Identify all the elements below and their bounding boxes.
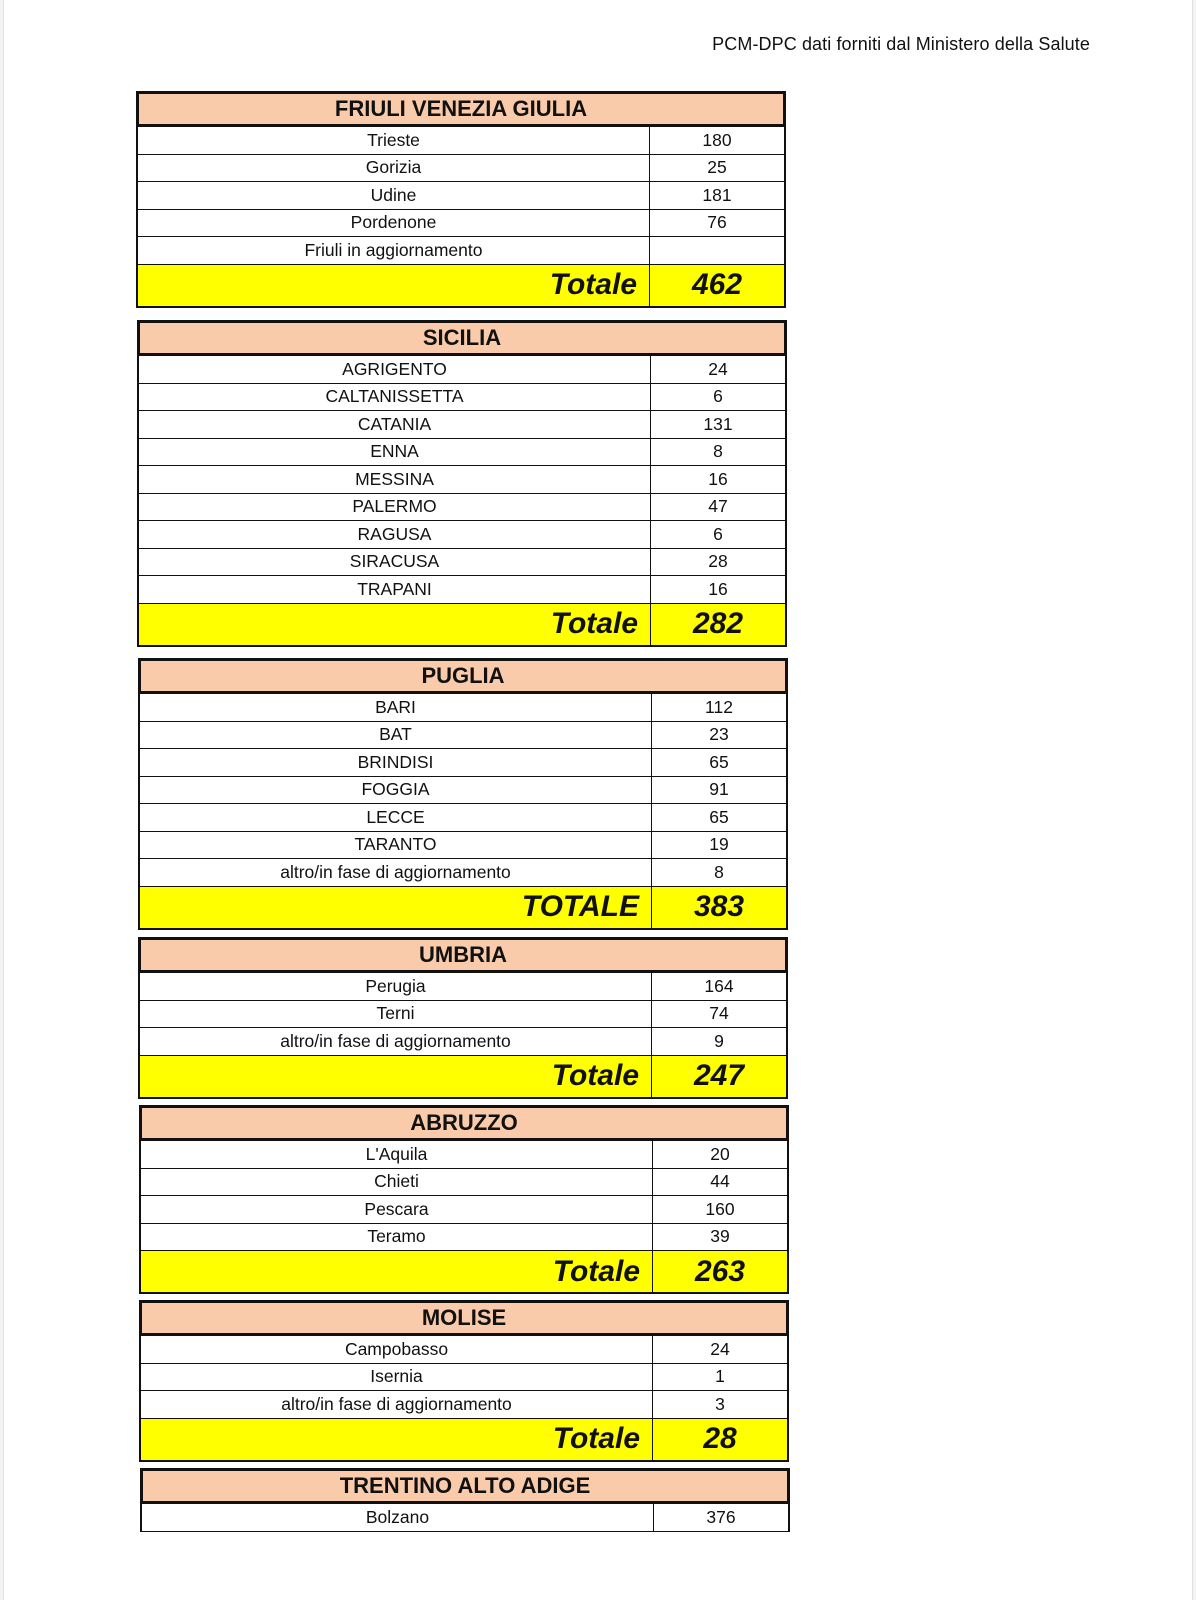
- province-count: 23: [709, 724, 729, 745]
- table-row: [138, 749, 788, 777]
- total-value: 28: [703, 1422, 737, 1455]
- province-name: PALERMO: [139, 494, 651, 521]
- province-name: BRINDISI: [140, 749, 652, 776]
- table-row: [136, 237, 786, 265]
- table-row: [136, 210, 786, 238]
- region-header: MOLISE: [139, 1300, 789, 1336]
- province-name: Pordenone: [138, 210, 650, 237]
- province-name: TRAPANI: [139, 576, 651, 603]
- table-row: [139, 1196, 789, 1224]
- province-count: 180: [702, 129, 732, 150]
- table-row: [139, 1391, 789, 1419]
- province-count: 1: [715, 1366, 725, 1387]
- province-name: MESSINA: [139, 466, 651, 493]
- total-row: [138, 887, 788, 930]
- total-value: 263: [694, 1254, 746, 1288]
- province-name: SIRACUSA: [139, 549, 651, 576]
- province-name: Isernia: [141, 1364, 653, 1391]
- total-row: [139, 1251, 789, 1294]
- total-row: [139, 1419, 789, 1462]
- province-name: L'Aquila: [141, 1141, 653, 1168]
- table-row: [139, 1336, 789, 1364]
- total-label: Totale: [138, 265, 650, 306]
- province-count: 65: [709, 751, 729, 772]
- province-count: 376: [706, 1506, 736, 1527]
- region-header: TRENTINO ALTO ADIGE: [140, 1468, 790, 1504]
- region-header: ABRUZZO: [139, 1105, 789, 1141]
- province-name: Teramo: [141, 1224, 653, 1251]
- total-row: [136, 265, 786, 308]
- total-label: TOTALE: [140, 887, 652, 928]
- province-count: 76: [707, 212, 727, 233]
- table-row: [137, 576, 787, 604]
- region-header: PUGLIA: [138, 658, 788, 694]
- total-value: 383: [693, 890, 745, 923]
- table-row: [138, 832, 788, 860]
- region-table: [140, 1468, 790, 1532]
- province-name: Terni: [140, 1001, 652, 1028]
- province-name: Perugia: [140, 973, 652, 1000]
- region-table: [136, 91, 786, 308]
- table-row: [137, 466, 787, 494]
- province-count: 28: [708, 551, 728, 572]
- region-table: [139, 1300, 789, 1462]
- table-row: [139, 1169, 789, 1197]
- province-count: 8: [714, 861, 724, 882]
- table-row: [138, 1028, 788, 1056]
- province-count: 24: [708, 358, 728, 379]
- province-name: BAT: [140, 722, 652, 749]
- province-name: Trieste: [138, 127, 650, 154]
- province-count: 65: [709, 806, 729, 827]
- province-count: 181: [702, 184, 732, 205]
- total-label: Totale: [139, 604, 651, 645]
- table-row: [138, 804, 788, 832]
- province-name: Bolzano: [142, 1504, 654, 1531]
- province-count: 131: [703, 413, 733, 434]
- region-table: [139, 1105, 789, 1294]
- table-row: [138, 859, 788, 887]
- table-row: [139, 1224, 789, 1252]
- total-label: Totale: [140, 1056, 652, 1097]
- province-count: 44: [710, 1171, 730, 1192]
- total-label: Totale: [141, 1419, 653, 1460]
- total-value: 282: [692, 607, 744, 640]
- province-name: Pescara: [141, 1196, 653, 1223]
- province-count: 16: [708, 468, 728, 489]
- province-count: 16: [708, 578, 728, 599]
- province-count: 39: [710, 1226, 730, 1247]
- province-count: 19: [709, 834, 729, 855]
- province-count: 112: [705, 696, 733, 717]
- total-label: Totale: [141, 1251, 653, 1292]
- province-name: altro/in fase di aggiornamento: [140, 1028, 652, 1055]
- table-row: [139, 1364, 789, 1392]
- table-row: [137, 411, 787, 439]
- province-count: [650, 237, 784, 264]
- total-row: [138, 1056, 788, 1099]
- total-value: 247: [693, 1059, 745, 1092]
- province-count: 74: [709, 1003, 729, 1024]
- region-table: [138, 658, 788, 930]
- table-row: [137, 521, 787, 549]
- province-name: ENNA: [139, 439, 651, 466]
- table-row: [138, 1001, 788, 1029]
- table-row: [136, 155, 786, 183]
- region-table: [138, 937, 788, 1099]
- province-count: 8: [713, 441, 723, 462]
- table-row: [138, 973, 788, 1001]
- total-row: [137, 604, 787, 647]
- region-header: FRIULI VENEZIA GIULIA: [136, 91, 786, 127]
- table-row: [138, 777, 788, 805]
- province-name: TARANTO: [140, 832, 652, 859]
- province-name: RAGUSA: [139, 521, 651, 548]
- province-name: altro/in fase di aggiornamento: [140, 859, 652, 886]
- source-note: PCM-DPC dati forniti dal Ministero della Salute: [712, 34, 1090, 54]
- table-row: [137, 494, 787, 522]
- table-row: [137, 384, 787, 412]
- province-name: Campobasso: [141, 1336, 653, 1363]
- table-row: [139, 1141, 789, 1169]
- province-name: CATANIA: [139, 411, 651, 438]
- region-header: UMBRIA: [138, 937, 788, 973]
- province-count: 91: [709, 779, 729, 800]
- province-count: 3: [715, 1393, 725, 1414]
- province-count: 9: [714, 1030, 724, 1051]
- province-name: Chieti: [141, 1169, 653, 1196]
- province-name: BARI: [140, 694, 652, 721]
- table-row: [138, 694, 788, 722]
- province-count: 47: [708, 496, 728, 517]
- total-value: 462: [691, 268, 743, 301]
- province-count: 24: [710, 1338, 730, 1359]
- table-row: [138, 722, 788, 750]
- province-name: altro/in fase di aggiornamento: [141, 1391, 653, 1418]
- region-table: [137, 320, 787, 647]
- table-row: [137, 439, 787, 467]
- region-header: SICILIA: [137, 320, 787, 356]
- table-row: [136, 127, 786, 155]
- table-row: [137, 356, 787, 384]
- province-count: 160: [705, 1198, 735, 1219]
- province-name: Friuli in aggiornamento: [138, 237, 650, 264]
- province-count: 164: [704, 975, 734, 996]
- table-row: [137, 549, 787, 577]
- province-name: LECCE: [140, 804, 652, 831]
- province-name: CALTANISSETTA: [139, 384, 651, 411]
- province-count: 20: [710, 1143, 730, 1164]
- province-count: 25: [707, 157, 727, 178]
- province-name: FOGGIA: [140, 777, 652, 804]
- document-page: [3, 0, 1193, 1600]
- province-name: Gorizia: [138, 155, 650, 182]
- province-name: AGRIGENTO: [139, 356, 651, 383]
- province-count: 6: [713, 523, 723, 544]
- table-row: [136, 182, 786, 210]
- province-name: Udine: [138, 182, 650, 209]
- province-count: 6: [713, 386, 723, 407]
- table-row: [140, 1504, 790, 1532]
